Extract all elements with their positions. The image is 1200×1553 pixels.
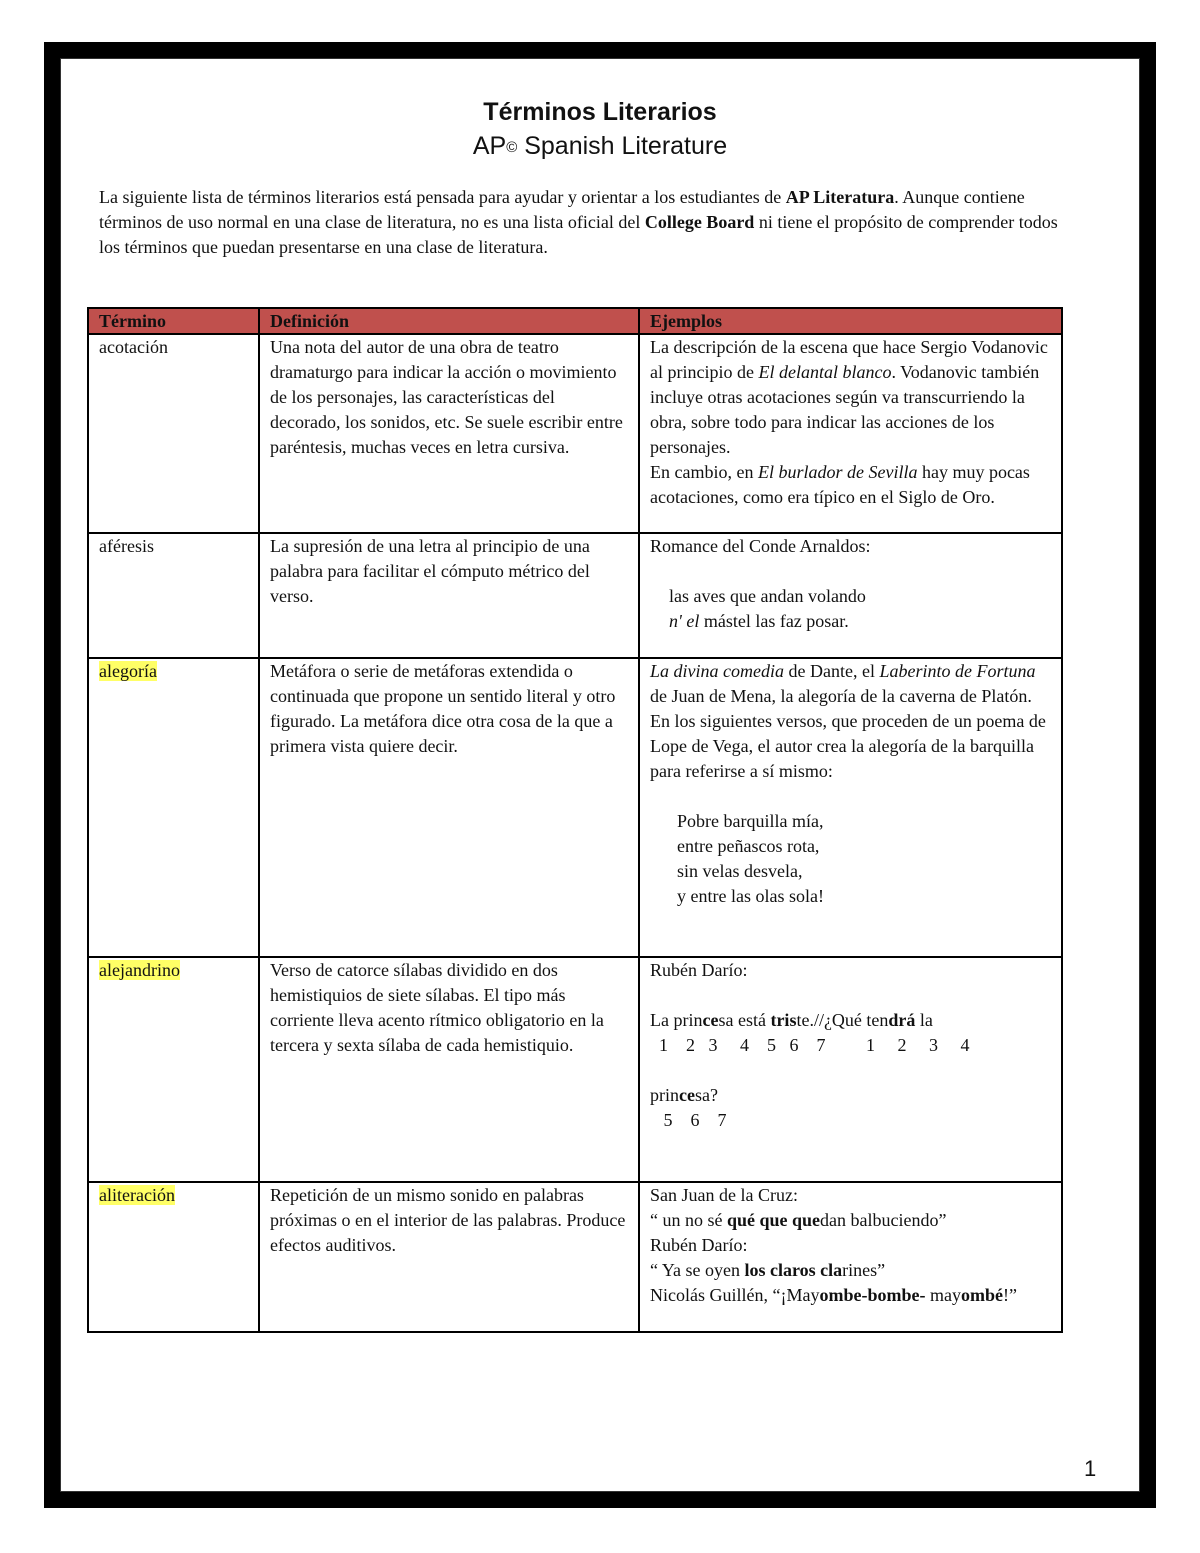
verse-line: las aves que andan volando [669, 586, 866, 606]
example-text: La descripción de la escena que hace Sergio Vodanovic al principio de [650, 337, 1048, 382]
quote-bold: los claros cla [744, 1260, 843, 1280]
syllable: la [915, 1010, 933, 1030]
verse-line: y entre las olas sola! [677, 886, 824, 906]
page-subtitle [0, 132, 1200, 161]
example-cell [639, 334, 1062, 533]
example-cell [639, 533, 1062, 658]
copyright-symbol: © [506, 139, 518, 156]
definition-cell: Metáfora o serie de metáforas extendida o continuada que propone un sentido literal y otro figurado. La metáfora dice otra cosa de la que a primera vista quiere decir. [259, 658, 639, 957]
syllable: sa? [694, 1085, 718, 1105]
term-cell [88, 533, 259, 658]
quote-text: rines” [842, 1260, 886, 1280]
header-ejemplos: Ejemplos [639, 308, 1062, 334]
verse-line: entre peñascos rota, [677, 836, 820, 856]
definition-cell: Repetición de un mismo sonido en palabras próximas o en el interior de las palabras. Produce efectos auditivos. [259, 1182, 639, 1332]
syllable: La prin [650, 1010, 703, 1030]
term-label: aféresis [99, 536, 154, 556]
example-cell [639, 1182, 1062, 1332]
example-text: En cambio, en [650, 462, 758, 482]
example-italic-title: El burlador de Sevilla [757, 462, 918, 482]
intro-text-3: ni tiene el propósito de comprender todos los términos que puedan presentarse en una clase de literatura. [99, 212, 1058, 257]
quote-text: “ Ya se oyen [650, 1260, 745, 1280]
quote-text: !” [1002, 1285, 1017, 1305]
term-label: acotación [99, 337, 168, 357]
quote-text: Nicolás Guillén, “¡May [650, 1285, 820, 1305]
intro-bold-college-board: College Board [644, 212, 755, 232]
verse-line: sin velas desvela, [677, 861, 803, 881]
stressed-syllable: ce [679, 1085, 695, 1105]
example-italic-title: El delantal blanco [758, 362, 892, 382]
intro-text-1: La siguiente lista de términos literarios está pensada para ayudar y orientar a los estudiantes de [99, 187, 786, 207]
definition-cell: Una nota del autor de una obra de teatro dramaturgo para indicar la acción o movimiento de los personajes, las características del decorado, los sonidos, etc. Se suele escribir entre paréntesis, muchas veces en letra cursiva. [259, 334, 639, 533]
example-cell [639, 957, 1062, 1182]
syllable: sa está [718, 1010, 771, 1030]
quote-bold: qué que que [726, 1210, 821, 1230]
subtitle-rest: Spanish Literature [517, 132, 728, 160]
verse-italic: n' el [669, 611, 700, 631]
term-label-highlighted: alejandrino [99, 960, 180, 980]
example-source: Rubén Darío: [650, 960, 748, 980]
syllable: prin [650, 1085, 679, 1105]
table-row [88, 1182, 1062, 1332]
intro-bold-ap: AP Literatura [785, 187, 895, 207]
term-label-highlighted: alegoría [99, 661, 157, 681]
verse-text: mástel las faz posar. [699, 611, 849, 631]
header-definicion: Definición [259, 308, 639, 334]
quote-bold: ombe-bombe- [819, 1285, 926, 1305]
intro-paragraph [99, 185, 1061, 260]
stressed-syllable: ce [702, 1010, 719, 1030]
table-row [88, 334, 1062, 533]
syllable: te.//¿Qué ten [796, 1010, 889, 1030]
example-text: de Dante, el [783, 661, 880, 681]
quote-text: may [929, 1285, 961, 1305]
verse-line [650, 1008, 1051, 1033]
term-label-highlighted: aliteración [99, 1185, 175, 1205]
example-text: de Juan de Mena, la alegoría de la caverna de Platón. En los siguientes versos, que proceden de un poema de Lope de Vega, el autor crea la alegoría de la barquilla para referirse a sí mismo: [650, 686, 1046, 781]
terms-table [87, 307, 1063, 1333]
example-source: San Juan de la Cruz: [650, 1185, 798, 1205]
term-cell [88, 1182, 259, 1332]
intro-text-2: . Aunque contiene términos de uso normal en una clase de literatura, no es una lista oficial del [99, 187, 1025, 232]
example-text: . Vodanovic también incluye otras acotaciones según va transcurriendo la obra, sobre todo para indicar las acciones de los personajes. [650, 362, 1040, 457]
subtitle-prefix: AP [472, 132, 507, 160]
quote-bold: ombé [960, 1285, 1003, 1305]
table-row [88, 957, 1062, 1182]
stressed-syllable: drá [888, 1010, 916, 1030]
example-cell [639, 658, 1062, 957]
verse-line [650, 1083, 1051, 1108]
term-cell [88, 658, 259, 957]
table-header-row [88, 308, 1062, 334]
definition-cell: Verso de catorce sílabas dividido en dos hemistiquios de siete sílabas. El tipo más corriente lleva acento rítmico obligatorio en la tercera y sexta sílaba de cada hemistiquio. [259, 957, 639, 1182]
term-cell [88, 957, 259, 1182]
example-italic-title: La divina comedia [650, 661, 784, 681]
example-source: Rubén Darío: [650, 1235, 748, 1255]
example-italic-title: Laberinto de Fortuna [879, 661, 1036, 681]
example-text: hay muy pocas acotaciones, como era típico en el Siglo de Oro. [650, 462, 1030, 507]
verse-line [650, 609, 1051, 634]
stressed-syllable: tris [770, 1010, 797, 1030]
syllable-numbers: 1 2 3 4 5 6 7 1 2 3 4 [650, 1035, 970, 1055]
quote-line [650, 1285, 1017, 1305]
table-row [88, 533, 1062, 658]
header-termino: Término [88, 308, 259, 334]
page-title: Términos Literarios [483, 98, 717, 126]
quote-line [650, 1208, 1051, 1233]
term-cell [88, 334, 259, 533]
verse-line: Pobre barquilla mía, [677, 811, 824, 831]
quote-line [650, 1258, 1051, 1283]
page-number: 1 [1084, 1456, 1097, 1481]
example-source: Romance del Conde Arnaldos: [650, 536, 871, 556]
syllable-numbers: 5 6 7 [650, 1110, 727, 1130]
quote-text: dan balbuciendo” [820, 1210, 947, 1230]
definition-cell: La supresión de una letra al principio de una palabra para facilitar el cómputo métrico del verso. [259, 533, 639, 658]
table-row [88, 658, 1062, 957]
quote-text: “ un no sé [650, 1210, 727, 1230]
